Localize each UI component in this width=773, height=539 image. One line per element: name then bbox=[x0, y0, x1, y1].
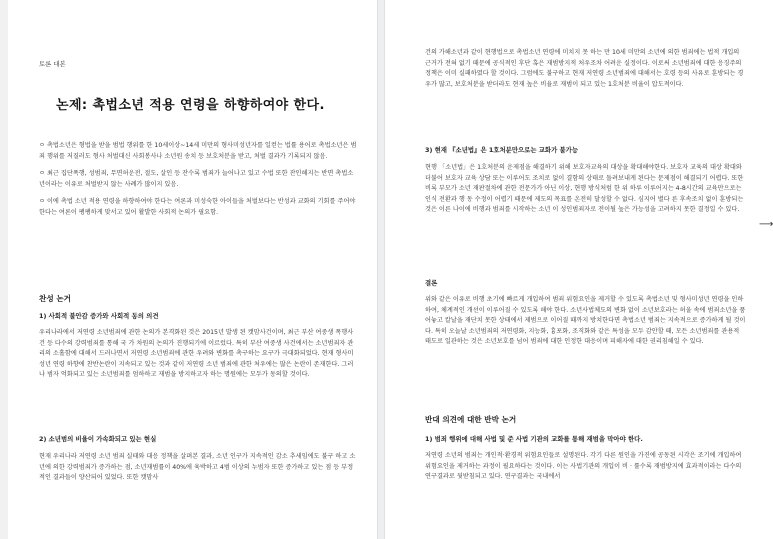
pro-point-2 bbox=[39, 434, 359, 484]
document-title: 논제: 촉법소년 적용 연령을 하향하여야 한다. bbox=[56, 98, 325, 113]
document-label: 토론 대본 bbox=[39, 60, 66, 69]
conclusion-heading: 결론 bbox=[425, 279, 438, 287]
point-heading: 2) 소년범의 비율이 가속화되고 있는 현실 bbox=[39, 435, 157, 443]
point-body: 우리나라에서 저연령 소년범죄에 관한 논의가 본격화된 것은 2015년 발생 된 캣맘사건이며, 최근 부산 여중생 폭행사건 등 다수의 강력범죄를 통해 국 가 차원의 논의가 진행되기에 이르렀다. 특히 부산 여중생 사건에서는 소년범죄자 관리의 소홀함에 대해서 드러나면서 저연령 소년범죄에 관한 우려와 변화를 촉구하는 요구가 극대화되었다. 현재 형사미성년 연령 하향에 찬반논란이 지속되고 있는 것과 같이 저연령 소년 범죄에 관한 처우에는 많은 논란이 존재한다. 그러나 범자 억화되고 있는 소년범죄를 엄하하고 재범을 방지하고자 하는 명원에는 모두가 동의할 것이다. bbox=[39, 329, 354, 378]
summary-bullet: ㅇ 이에 촉법 소년 적용 연령을 하향하여야 한다는 여론과 미성숙한 아이들을 처벌보다는 반성과 교화의 기회를 주어야 한다는 여론이 팽팽하게 맞서고 있어 활발한 사회적 논의가 필요함. bbox=[39, 198, 356, 216]
document-page-1 bbox=[9, 0, 376, 539]
pro-point-1 bbox=[39, 311, 359, 381]
point-heading: 1) 사회적 불안감 증가와 사회적 동의 의견 bbox=[39, 312, 159, 320]
point-body: 현행 「소년법」은 1호처분의 운제점을 해결하기 위해 보호자교육의 대상을 확대해야한다. 보호자 교육의 대상 확대와더불어 보호자 교육 상담 또는 이루어도 조치로 없이 결함의 상태로 돌려보내게 된다는 문제점이 해결되기 어렵다. 또한 비록 부모가 소년 재판절차에 관한 전문가가 아닌 이상, 현행 방식처럼 한 위 하루 이루어지는 4-8시간의 교육만으로는 인식 전환과 행 동 수정이 어렵기 때문에 제도의 목표를 온전히 달성할 수 없다. 심지어 별다 른 후속조치 없이 훈방되는 것은 이른 나이에 비행과 범죄를 시작하는 소년 이 성인범죄자로 전이될 높은 가능성을 고려하지 못한 결정일 수 있다. bbox=[425, 164, 744, 213]
continued-paragraph: 건의 가해소년과 같이 현행법으로 촉법소년 연령에 미치지 못 하는 만 10세 미만의 소년에 의한 범죄에는 법적 개입의 근거가 전혀 없기 때문에 공식적인 후단 혹은 재범방지적 처우조차 어려운 실정이다. 이로써 소년범죄에 대한 응징주의 정책은 이미 실패하였다 할 것이다. 그럼에도 불구하고 현재 저연령 소년범죄에 대해서는 호령 등의 사유로 훈방되는 경우가 많고, 보호처분을 받더라도 현재 높은 비율로 재범이 되고 있는 1호처분 비율이 압도적이다. bbox=[425, 49, 744, 88]
summary-bullets bbox=[39, 141, 359, 225]
point-body: 저연령 소년의 범죄는 개인적·환경적 위험요인들로 설명된다. 각기 다른 원인을 가진에 공동된 시각은 조기에 개입하여 위험요인을 제거하는 과정이 필요하다는 것이다. 이는 사법기관의 개입이 비 · 률수록 재범방지에 효과적이라는 다수의 연구결과로 뒷받침되고 있다. 연구결과는 국내에서 bbox=[425, 452, 742, 480]
point-heading: 1) 범죄 행위에 대해 사법 및 준 사법 기관의 교화를 통해 재범을 막아야 한다. bbox=[425, 435, 643, 443]
point-heading: 3) 현재 『소년법』은 1호처분만으로는 교화가 불가능 bbox=[425, 146, 579, 154]
document-page-2 bbox=[385, 0, 757, 539]
con-section bbox=[425, 414, 747, 425]
conclusion-body: 위와 같은 이유로 비행 초기에 빠르게 개입하여 범죄 위험요인을 제거할 수 있도록 촉법소년 및 형사미성년 연령을 인하하여, 체계적인 개선이 이루어질 수 있도록 해야 한다. 소년사법체도의 변화 없이 소년보호라는 허울 속에 범죄소년을 품어놓고 칼날을 재단치 못한 상태에서 제범으로 이어질 때까지 방치한다면 촉법소년 범죄는 지속적으로 증가하게 될 것이다. 특히 오늘날 소년범죄의 저연령화, 지능화, 흉포화, 조직화와 같은 특성을 모두 감안할 때, 모든 소년범죄를 관용적 태도로 일관하는 것은 소년보호를 넘어 범죄에 대한 인정한 대응이며 피해자에 대한 권리침해일 수 있다. bbox=[425, 296, 746, 345]
page-gutter bbox=[377, 0, 385, 539]
summary-bullet: ㅇ 촉법소년은 형법을 받을 범법 행위를 한 10세이상~14세 미만의 형사미성년자를 일컫는 법률 용어로 촉법소년은 범죄 행위를 저질러도 형사 처벌대신 사회봉사나 소년원 송치 등 보호처분을 받고, 처벌 결과가 기록되지 않음. bbox=[39, 142, 357, 160]
summary-bullet: ㅇ 최근 집단폭행, 성범죄, 무면허운전, 절도, 살인 등 잔수록 범죄가 늘어나고 있고 수법 또한 잔인해지는 반면 촉법소년이라는 이유로 처벌받지 않는 사례가 많이지 있음. bbox=[39, 170, 354, 188]
pro-section bbox=[39, 293, 359, 304]
section-heading-pro: 찬성 논거 bbox=[39, 294, 71, 303]
pro-point-3 bbox=[425, 145, 747, 216]
con-point-1 bbox=[425, 434, 747, 483]
resize-handle-icon[interactable]: ⟶ bbox=[759, 219, 773, 230]
section-heading-con: 반대 의견에 대한 반박 논거 bbox=[425, 415, 517, 424]
point-body: 현재 우리나라 저연령 소년 범죄 실태와 대응 정책을 살펴본 결과, 소년 인구가 지속적인 감소 추세임에도 불구 하고 소년에 의한 강력범죄가 증가하는 점, 소년재범률이 40%에 육박하고 4범 이상의 누범자 또한 증가하고 있는 점 등 부정적인 결과들이 양산되어 있었다. 또한 캣맘사 bbox=[39, 453, 356, 481]
window-left-gutter bbox=[0, 0, 8, 539]
conclusion-section bbox=[425, 278, 747, 348]
